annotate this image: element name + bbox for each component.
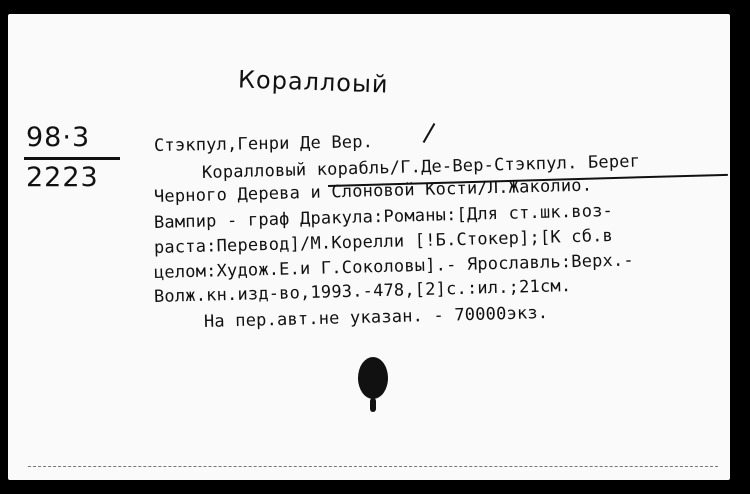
publication-line-2: Волж.кн.изд-во,1993.-478,[2]с.:ил.;21см.	[153, 276, 572, 307]
bottom-rule	[28, 466, 718, 467]
title-line-2: Черного Дерева и Слоновой Кости/Л.Жаколио.	[153, 175, 593, 207]
punch-hole	[358, 357, 388, 399]
accession-number: 2223	[26, 162, 99, 193]
title-line-1: Коралловый корабль/Г.Де-Вер-Стэкпул. Берег	[201, 151, 641, 183]
title-line-3: Вампир - граф Дракула:Романы:[Для ст.шк.воз-	[153, 200, 614, 233]
publication-line-1: целом:Худож.Е.и Г.Соколовы].- Ярославль:Верх.-	[153, 250, 635, 283]
class-number: 98·3	[26, 122, 91, 153]
handwritten-heading: Кораллоый	[237, 65, 390, 99]
punch-hole-tail	[370, 398, 376, 412]
catalog-card	[8, 14, 730, 480]
shelf-mark-divider	[24, 157, 120, 160]
handwritten-tick-mark	[423, 123, 436, 143]
note-line: На пер.авт.не указан. - 70000экз.	[203, 302, 549, 332]
author-line: Стэкпул,Генри Де Вер.	[153, 132, 374, 156]
title-line-4: раста:Перевод]/М.Корелли [!Б.Стокер];[К сб.в	[153, 225, 614, 258]
